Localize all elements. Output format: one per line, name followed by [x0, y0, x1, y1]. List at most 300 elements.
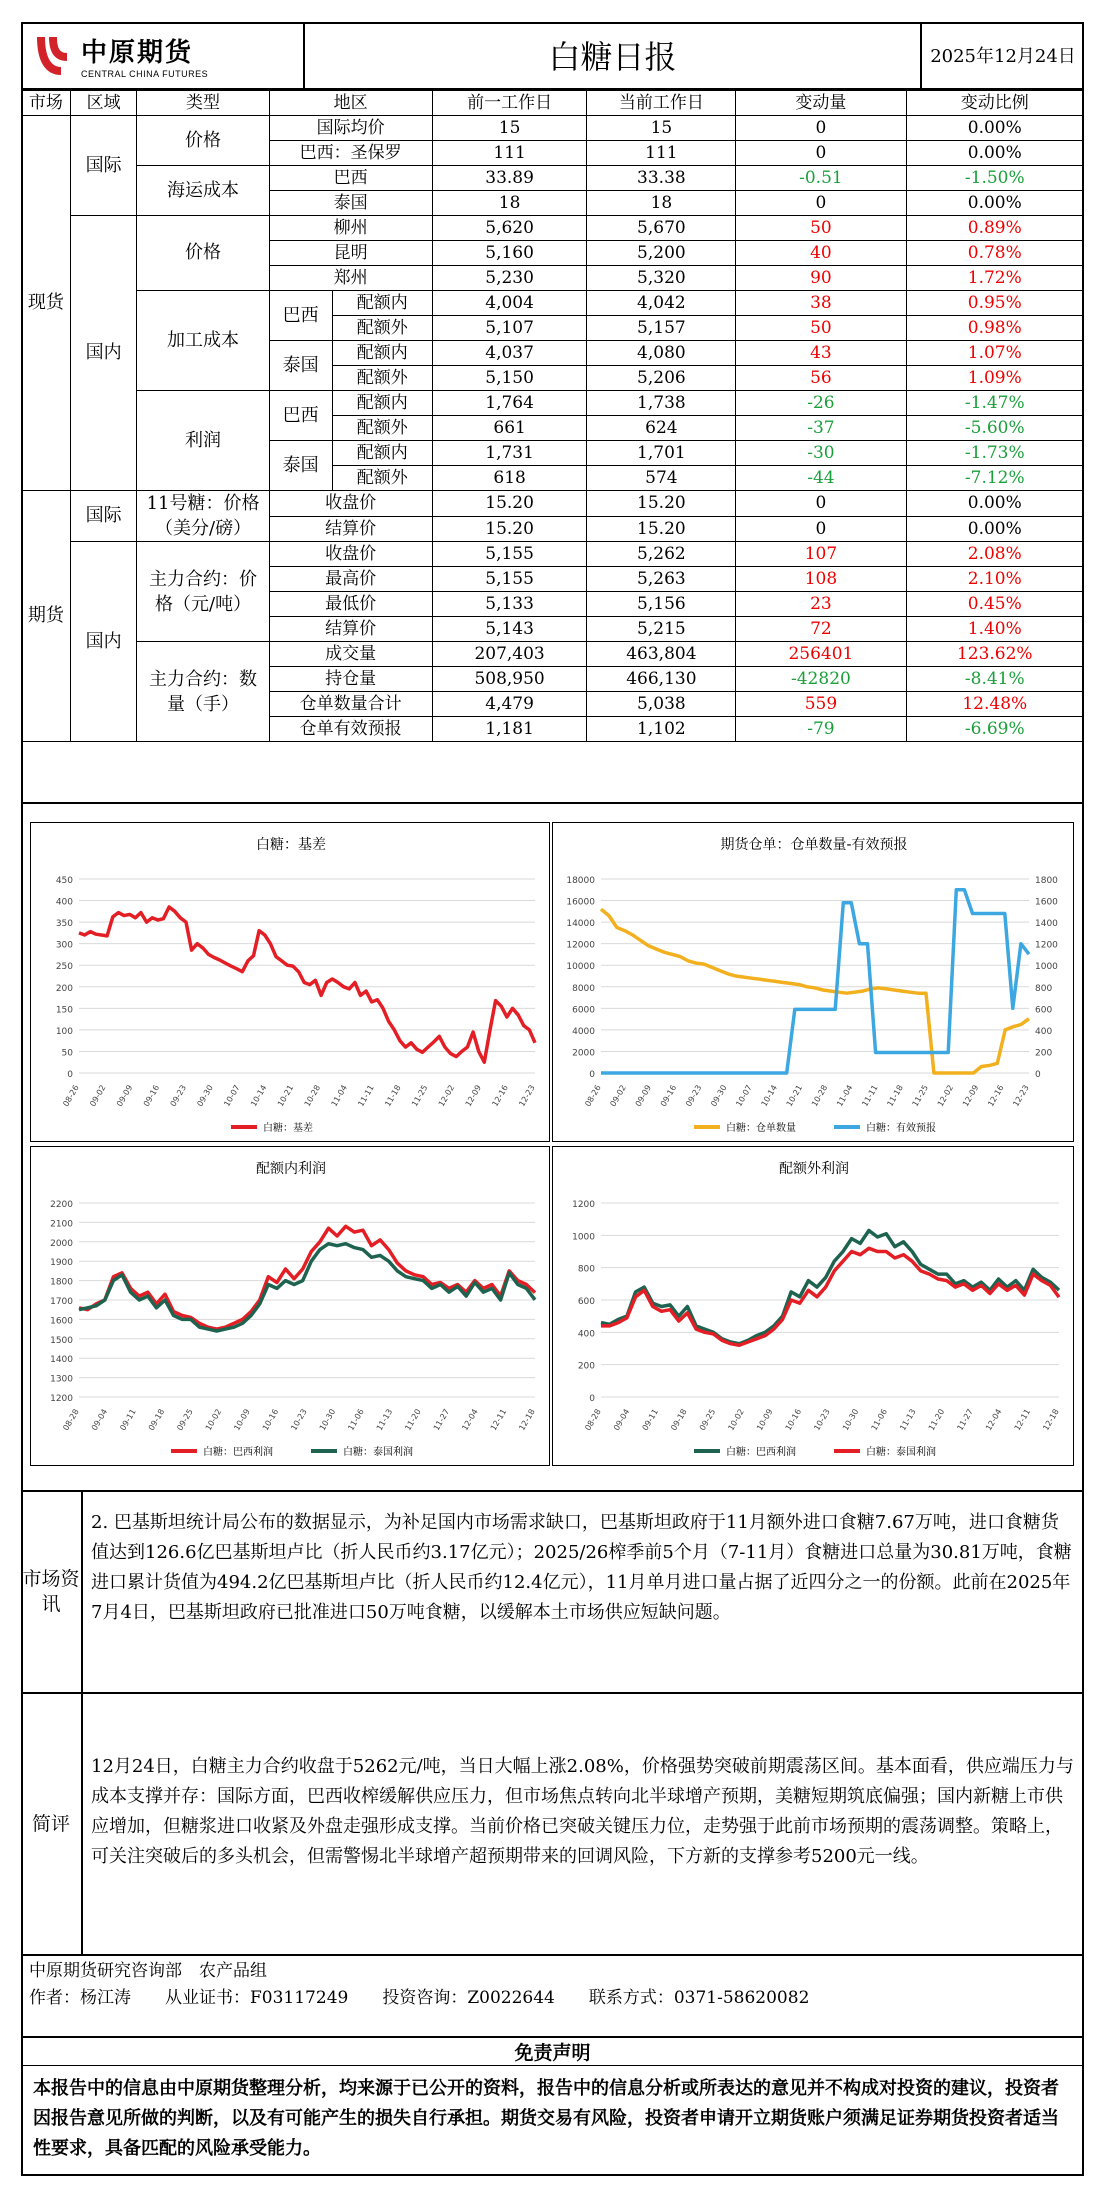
y-tick-label: 1600 [50, 1316, 73, 1327]
value-cell-pct: 123.62% [906, 642, 1083, 667]
value-cell-cur: 1,738 [587, 391, 736, 416]
table-row [22, 216, 1084, 241]
value-cell-cur: 111 [587, 141, 736, 166]
x-tick-label: 10-30 [840, 1407, 861, 1433]
company-name-cn: 中原期货 [81, 37, 194, 68]
value-cell-prev: 15.20 [432, 491, 587, 517]
area-cell: 郑州 [269, 266, 432, 291]
legend-label: 白糖：巴西利润 [726, 1447, 796, 1458]
x-tick-label: 11-11 [860, 1083, 880, 1109]
legend-label: 白糖：泰国利润 [343, 1447, 413, 1458]
value-cell-cur: 5,157 [587, 316, 736, 341]
x-tick-label: 12-04 [460, 1407, 480, 1433]
value-cell-chg: 23 [736, 592, 906, 617]
x-tick-label: 11-18 [885, 1083, 905, 1109]
report-title: 白糖日报 [305, 22, 922, 88]
value-cell-chg: 0 [736, 516, 906, 542]
y-tick-label: 150 [55, 1005, 73, 1016]
y-tick-label: 1700 [50, 1297, 73, 1307]
chart-warehouse [552, 822, 1074, 1142]
logo-mark-icon [31, 31, 73, 79]
col-header: 地区 [269, 91, 432, 116]
news-text: 2. 巴基斯坦统计局公布的数据显示，为补足国内市场需求缺口，巴基斯坦政府于11月额外进口食糖7.67万吨，进口食糖货值达到126.6亿巴基斯坦卢比（折人民币约3.17亿元）；2025/26榨季前5个月（7-11月）食糖进口总量为30.81万吨，食糖进口累计货值为494.2亿巴基斯坦卢比（折人民币约12.4亿元），11月单月进口量占据了近四分之一的份额。此前在2025年7月4日，巴基斯坦政府已批准进口50万吨食糖，以缓解本土市场供应短缺问题。 [91, 1512, 1072, 1623]
table-row [22, 166, 1084, 191]
value-cell-chg: 38 [736, 291, 906, 316]
value-cell-chg: -44 [736, 466, 906, 491]
y-tick-label: 4000 [572, 1026, 595, 1037]
x-tick-label: 10-28 [809, 1083, 830, 1109]
y-tick-label: 18000 [566, 876, 595, 886]
region-cell: 国际 [70, 116, 137, 216]
x-tick-label: 09-11 [640, 1407, 660, 1433]
value-cell-prev: 5,155 [432, 567, 587, 592]
y-tick-label: 8000 [572, 983, 595, 994]
x-tick-label: 11-27 [431, 1407, 452, 1433]
area-cell: 配额外 [332, 366, 432, 391]
value-cell-prev: 508,950 [432, 667, 587, 692]
company-name-en: CENTRAL CHINA FUTURES [81, 68, 209, 79]
x-tick-label: 10-07 [734, 1083, 754, 1109]
y-tick-label: 1800 [50, 1277, 73, 1288]
table-row [22, 542, 1084, 567]
value-cell-chg: 0 [736, 191, 906, 216]
value-cell-pct: 12.48% [906, 692, 1083, 717]
value-cell-cur: 466,130 [587, 667, 736, 692]
y2-tick-label: 1400 [1035, 919, 1058, 930]
y-tick-label: 350 [55, 919, 73, 930]
value-cell-cur: 15 [587, 116, 736, 141]
y-tick-label: 2000 [572, 1048, 595, 1059]
value-cell-cur: 18 [587, 191, 736, 216]
y-tick-label: 2200 [50, 1200, 73, 1210]
value-cell-chg: 0 [736, 116, 906, 141]
y-tick-label: 400 [577, 1329, 595, 1340]
series-line [79, 907, 535, 1062]
value-cell-prev: 4,479 [432, 692, 587, 717]
value-cell-chg: 50 [736, 216, 906, 241]
value-cell-cur: 4,042 [587, 291, 736, 316]
y2-tick-label: 1000 [1035, 962, 1058, 973]
y-tick-label: 1200 [50, 1394, 73, 1404]
value-cell-chg: -42820 [736, 667, 906, 692]
x-tick-label: 09-18 [146, 1407, 167, 1433]
value-cell-pct: -5.60% [906, 416, 1083, 441]
value-cell-chg: 559 [736, 692, 906, 717]
value-cell-cur: 33.38 [587, 166, 736, 191]
x-tick-label: 11-25 [910, 1083, 931, 1109]
author-info [21, 1958, 1084, 2012]
x-tick-label: 12-09 [960, 1083, 981, 1109]
x-tick-label: 12-18 [1041, 1407, 1061, 1433]
area-cell: 持仓量 [269, 667, 432, 692]
y2-tick-label: 600 [1035, 1005, 1053, 1016]
y-tick-label: 1900 [50, 1258, 73, 1269]
chart-title: 期货仓单：仓单数量-有效预报 [720, 837, 908, 853]
value-cell-chg: -0.51 [736, 166, 906, 191]
y-tick-label: 10000 [566, 962, 595, 973]
value-cell-cur: 15.20 [587, 491, 736, 517]
price-table [21, 90, 1084, 742]
x-tick-label: 10-21 [784, 1083, 805, 1109]
chart-quota-out-profit [552, 1146, 1074, 1466]
x-tick-label: 09-23 [168, 1083, 189, 1109]
x-tick-label: 12-02 [436, 1083, 457, 1109]
comment-label: 简评 [21, 1694, 83, 1954]
value-cell-cur: 1,701 [587, 441, 736, 466]
value-cell-cur: 4,080 [587, 341, 736, 366]
type-cell: 11号糖：价格（美分/磅） [137, 491, 269, 542]
y-tick-label: 200 [55, 983, 73, 994]
legend-label: 白糖：泰国利润 [866, 1447, 936, 1458]
y-tick-label: 400 [55, 897, 73, 908]
y2-tick-label: 1800 [1035, 876, 1058, 886]
area-cell: 昆明 [269, 241, 432, 266]
area-cell: 最低价 [269, 592, 432, 617]
col-header: 类型 [137, 91, 269, 116]
area-cell: 仓单数量合计 [269, 692, 432, 717]
value-cell-cur: 5,038 [587, 692, 736, 717]
value-cell-prev: 5,133 [432, 592, 587, 617]
y-tick-label: 6000 [572, 1005, 595, 1016]
area-cell: 收盘价 [269, 542, 432, 567]
value-cell-cur: 1,102 [587, 717, 736, 742]
area-cell: 配额外 [332, 466, 432, 491]
y-tick-label: 100 [55, 1026, 73, 1037]
x-tick-label: 10-14 [249, 1083, 269, 1109]
value-cell-prev: 15 [432, 116, 587, 141]
value-cell-pct: 0.00% [906, 141, 1083, 166]
legend-label: 白糖：仓单数量 [726, 1123, 796, 1134]
market-news-section [21, 1490, 1084, 1692]
region-cell: 国内 [70, 216, 137, 491]
x-tick-label: 10-07 [222, 1083, 242, 1109]
type-cell: 利润 [137, 391, 269, 491]
table-header-row [22, 91, 1084, 116]
y-tick-label: 1200 [572, 1200, 595, 1210]
x-tick-label: 09-02 [88, 1083, 108, 1109]
x-tick-label: 09-02 [608, 1083, 628, 1109]
x-tick-label: 10-02 [203, 1407, 224, 1433]
x-tick-label: 09-23 [684, 1083, 704, 1109]
x-tick-label: 09-16 [141, 1083, 162, 1109]
area-cell: 成交量 [269, 642, 432, 667]
table-body [22, 116, 1084, 742]
value-cell-prev: 1,764 [432, 391, 587, 416]
y-tick-label: 1500 [50, 1335, 73, 1346]
value-cell-prev: 5,155 [432, 542, 587, 567]
legend-label: 白糖：基差 [263, 1123, 313, 1134]
area-cell: 柳州 [269, 216, 432, 241]
value-cell-prev: 18 [432, 191, 587, 216]
x-tick-label: 11-06 [346, 1407, 366, 1433]
chart-basis [30, 822, 550, 1142]
y-tick-label: 0 [589, 1070, 595, 1080]
sub-region-cell: 巴西 [269, 291, 332, 341]
x-tick-label: 10-16 [783, 1407, 804, 1433]
x-tick-label: 09-30 [709, 1083, 729, 1109]
value-cell-pct: 0.00% [906, 516, 1083, 542]
value-cell-pct: -1.47% [906, 391, 1083, 416]
value-cell-cur: 15.20 [587, 516, 736, 542]
value-cell-prev: 5,150 [432, 366, 587, 391]
sub-region-cell: 巴西 [269, 391, 332, 441]
value-cell-prev: 4,004 [432, 291, 587, 316]
chart-title: 配额内利润 [256, 1161, 326, 1177]
x-tick-label: 09-11 [118, 1407, 138, 1433]
value-cell-cur: 624 [587, 416, 736, 441]
x-tick-label: 11-13 [374, 1407, 395, 1433]
divider [21, 802, 1084, 804]
value-cell-cur: 463,804 [587, 642, 736, 667]
value-cell-pct: -8.41% [906, 667, 1083, 692]
x-tick-label: 10-14 [759, 1083, 779, 1109]
value-cell-chg: 256401 [736, 642, 906, 667]
value-cell-chg: 72 [736, 617, 906, 642]
y-tick-label: 1000 [572, 1232, 595, 1243]
value-cell-prev: 661 [432, 416, 587, 441]
value-cell-pct: 0.00% [906, 191, 1083, 216]
value-cell-chg: 90 [736, 266, 906, 291]
value-cell-prev: 15.20 [432, 516, 587, 542]
disclaimer-title: 免责声明 [21, 2036, 1084, 2066]
col-header: 当前工作日 [587, 91, 736, 116]
area-cell: 巴西：圣保罗 [269, 141, 432, 166]
area-cell: 配额外 [332, 316, 432, 341]
x-tick-label: 12-16 [490, 1083, 510, 1109]
disclaimer-text: 本报告中的信息由中原期货整理分析，均来源于已公开的资料，报告中的信息分析或所表达的意见并不构成对投资的建议，投资者因报告意见所做的判断，以及有可能产生的损失自行承担。期货交易有风险，投资者申请开立期货账户须满足证券期货投资者适当性要求，具备匹配的风险承受能力。 [33, 2078, 1059, 2159]
x-tick-label: 10-09 [232, 1407, 252, 1433]
series-line [601, 909, 1029, 1073]
x-tick-label: 11-20 [403, 1407, 423, 1433]
value-cell-pct: 2.10% [906, 567, 1083, 592]
value-cell-pct: 1.40% [906, 617, 1083, 642]
y-tick-label: 1300 [50, 1374, 73, 1385]
value-cell-chg: 0 [736, 141, 906, 166]
x-tick-label: 09-04 [89, 1407, 110, 1433]
area-cell: 配额外 [332, 416, 432, 441]
table-row [22, 491, 1084, 517]
value-cell-pct: -7.12% [906, 466, 1083, 491]
value-cell-pct: -1.73% [906, 441, 1083, 466]
region-cell: 国内 [70, 542, 137, 742]
x-tick-label: 12-18 [517, 1407, 537, 1433]
author-line: 作者：杨江涛 从业证书：F03117249 投资咨询：Z0022644 联系方式：0371-58620082 [29, 1988, 810, 2008]
value-cell-chg: 40 [736, 241, 906, 266]
y-tick-label: 16000 [566, 897, 595, 908]
type-cell: 海运成本 [137, 166, 269, 216]
value-cell-cur: 5,320 [587, 266, 736, 291]
value-cell-chg: 56 [736, 366, 906, 391]
value-cell-pct: 0.00% [906, 116, 1083, 141]
value-cell-cur: 5,263 [587, 567, 736, 592]
value-cell-cur: 5,206 [587, 366, 736, 391]
value-cell-chg: 50 [736, 316, 906, 341]
x-tick-label: 11-13 [898, 1407, 918, 1433]
y-tick-label: 50 [61, 1048, 73, 1059]
series-line [601, 1231, 1059, 1344]
chart-title: 白糖：基差 [256, 837, 326, 853]
value-cell-chg: 107 [736, 542, 906, 567]
type-cell: 价格 [137, 116, 269, 166]
value-cell-pct: 0.89% [906, 216, 1083, 241]
y2-tick-label: 400 [1035, 1026, 1053, 1037]
value-cell-chg: 43 [736, 341, 906, 366]
col-header: 变动量 [736, 91, 906, 116]
value-cell-pct: -1.50% [906, 166, 1083, 191]
value-cell-pct: 1.07% [906, 341, 1083, 366]
y-tick-label: 0 [67, 1070, 73, 1080]
x-tick-label: 11-18 [383, 1083, 403, 1109]
x-tick-label: 09-18 [669, 1407, 689, 1433]
area-cell: 配额内 [332, 391, 432, 416]
x-tick-label: 11-25 [410, 1083, 430, 1109]
x-tick-label: 10-02 [726, 1407, 746, 1433]
x-tick-label: 09-25 [175, 1407, 195, 1433]
sub-region-cell: 泰国 [269, 441, 332, 491]
y2-tick-label: 800 [1035, 983, 1053, 994]
value-cell-prev: 111 [432, 141, 587, 166]
chart-quota-in-profit [30, 1146, 550, 1466]
x-tick-label: 09-25 [697, 1407, 718, 1433]
news-label: 市场资讯 [21, 1492, 83, 1692]
area-cell: 国际均价 [269, 116, 432, 141]
value-cell-pct: 0.45% [906, 592, 1083, 617]
y-tick-label: 12000 [566, 940, 595, 951]
col-header: 前一工作日 [432, 91, 587, 116]
legend-label: 白糖：巴西利润 [203, 1447, 273, 1458]
value-cell-prev: 1,181 [432, 717, 587, 742]
value-cell-pct: 0.95% [906, 291, 1083, 316]
x-tick-label: 10-16 [260, 1407, 281, 1433]
series-line [601, 890, 1029, 1073]
value-cell-pct: 0.00% [906, 491, 1083, 517]
value-cell-cur: 5,200 [587, 241, 736, 266]
value-cell-prev: 5,160 [432, 241, 587, 266]
value-cell-pct: 0.78% [906, 241, 1083, 266]
x-tick-label: 09-09 [633, 1083, 654, 1109]
x-tick-label: 12-04 [984, 1407, 1004, 1433]
chart-title: 配额外利润 [779, 1161, 849, 1177]
y-tick-label: 0 [589, 1394, 595, 1404]
value-cell-pct: -6.69% [906, 717, 1083, 742]
region-cell: 国际 [70, 491, 137, 542]
value-cell-cur: 574 [587, 466, 736, 491]
x-tick-label: 12-02 [935, 1083, 956, 1109]
department: 中原期货研究咨询部 农产品组 [29, 1961, 267, 1981]
report-date: 2025年12月24日 [930, 46, 1076, 67]
x-tick-label: 09-16 [658, 1083, 679, 1109]
x-tick-label: 10-23 [289, 1407, 309, 1433]
y-tick-label: 200 [577, 1361, 595, 1372]
x-tick-label: 11-04 [835, 1083, 855, 1109]
x-tick-label: 11-20 [926, 1407, 947, 1433]
market-cell: 期货 [22, 491, 71, 742]
type-cell: 主力合约：数量（手） [137, 642, 269, 742]
area-cell: 仓单有效预报 [269, 717, 432, 742]
y-tick-label: 2000 [50, 1238, 73, 1249]
x-tick-label: 09-09 [114, 1083, 135, 1109]
area-cell: 泰国 [269, 191, 432, 216]
sub-region-cell: 泰国 [269, 341, 332, 391]
x-tick-label: 12-11 [488, 1407, 509, 1433]
value-cell-pct: 1.72% [906, 266, 1083, 291]
x-tick-label: 10-23 [812, 1407, 832, 1433]
x-tick-label: 11-04 [329, 1083, 349, 1109]
x-tick-label: 09-04 [611, 1407, 632, 1433]
x-tick-label: 10-21 [275, 1083, 296, 1109]
area-cell: 结算价 [269, 516, 432, 542]
value-cell-chg: 108 [736, 567, 906, 592]
company-logo [21, 22, 305, 88]
table-row [22, 642, 1084, 667]
y-tick-label: 14000 [566, 919, 595, 930]
value-cell-chg: 0 [736, 491, 906, 517]
comment-text: 12月24日，白糖主力合约收盘于5262元/吨，当日大幅上涨2.08%，价格强势突破前期震荡区间。基本面看，供应端压力与成本支撑并存：国际方面，巴西收榨缓解供应压力，但市场焦点转向北半球增产预期，美糖短期筑底偏强；国内新糖上市供应增加，但糖浆进口收紧及外盘走强形成支撑。当前价格已突破关键压力位，走势强于此前市场预期的震荡调整。策略上，可关注突破后的多头机会，但需警惕北半球增产超预期带来的回调风险，下方新的支撑参考5200元一线。 [91, 1756, 1074, 1867]
y-tick-label: 250 [55, 962, 73, 973]
report-header [21, 22, 1084, 90]
value-cell-prev: 5,143 [432, 617, 587, 642]
y-tick-label: 800 [577, 1264, 595, 1275]
col-header: 变动比例 [906, 91, 1083, 116]
x-tick-label: 08-28 [61, 1407, 81, 1433]
y-tick-label: 2100 [50, 1219, 73, 1230]
table-row [22, 116, 1084, 141]
value-cell-cur: 5,156 [587, 592, 736, 617]
value-cell-chg: -79 [736, 717, 906, 742]
value-cell-pct: 2.08% [906, 542, 1083, 567]
y-tick-label: 1400 [50, 1355, 73, 1366]
x-tick-label: 12-16 [986, 1083, 1006, 1109]
value-cell-cur: 5,215 [587, 617, 736, 642]
y-tick-label: 600 [577, 1297, 595, 1307]
area-cell: 配额内 [332, 441, 432, 466]
x-tick-label: 11-06 [869, 1407, 889, 1433]
area-cell: 配额内 [332, 341, 432, 366]
table-row [22, 391, 1084, 416]
value-cell-prev: 207,403 [432, 642, 587, 667]
y2-tick-label: 1200 [1035, 940, 1058, 951]
x-tick-label: 12-23 [1011, 1083, 1031, 1109]
x-tick-label: 12-09 [463, 1083, 484, 1109]
y2-tick-label: 200 [1035, 1048, 1053, 1059]
comment-section [21, 1692, 1084, 1954]
y2-tick-label: 0 [1035, 1070, 1041, 1080]
value-cell-chg: -30 [736, 441, 906, 466]
area-cell: 配额内 [332, 291, 432, 316]
col-header: 区域 [70, 91, 137, 116]
value-cell-cur: 5,262 [587, 542, 736, 567]
value-cell-cur: 5,670 [587, 216, 736, 241]
value-cell-prev: 5,620 [432, 216, 587, 241]
value-cell-prev: 4,037 [432, 341, 587, 366]
legend-label: 白糖：有效预报 [866, 1123, 936, 1134]
area-cell: 最高价 [269, 567, 432, 592]
x-tick-label: 11-27 [955, 1407, 975, 1433]
divider [21, 1954, 1084, 1956]
area-cell: 结算价 [269, 617, 432, 642]
value-cell-chg: -37 [736, 416, 906, 441]
type-cell: 价格 [137, 216, 269, 291]
value-cell-prev: 1,731 [432, 441, 587, 466]
table-row [22, 291, 1084, 316]
x-tick-label: 10-28 [302, 1083, 323, 1109]
value-cell-pct: 0.98% [906, 316, 1083, 341]
x-tick-label: 12-11 [1012, 1407, 1033, 1433]
x-tick-label: 08-26 [583, 1083, 603, 1109]
type-cell: 主力合约：价格（元/吨） [137, 542, 269, 642]
x-tick-label: 11-11 [356, 1083, 376, 1109]
area-cell: 收盘价 [269, 491, 432, 517]
